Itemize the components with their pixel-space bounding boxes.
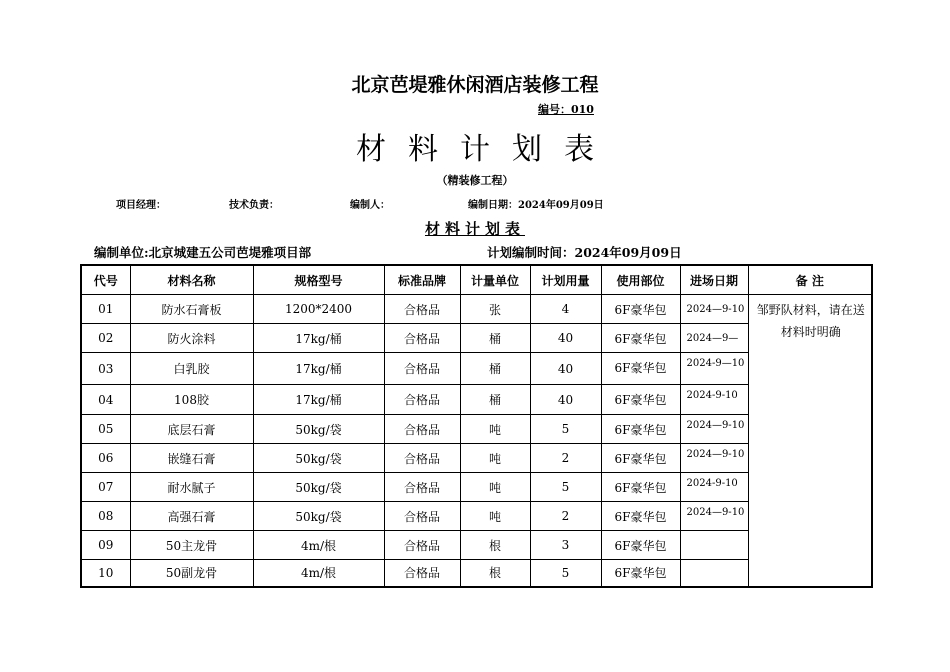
cell-brand: 合格品 xyxy=(384,473,460,502)
column-header: 备 注 xyxy=(748,265,872,295)
cell-code: 06 xyxy=(81,444,130,473)
cell-brand: 合格品 xyxy=(384,324,460,353)
cell-location: 6F豪华包 xyxy=(601,473,680,502)
cell-brand: 合格品 xyxy=(384,560,460,587)
cell-qty: 5 xyxy=(530,560,601,587)
project-manager-label: 项目经理： xyxy=(116,200,166,211)
column-header: 标准品牌 xyxy=(384,265,460,295)
cell-code: 03 xyxy=(81,353,130,385)
cell-brand: 合格品 xyxy=(384,531,460,560)
cell-date xyxy=(680,560,748,587)
column-header: 规格型号 xyxy=(253,265,384,295)
cell-unit: 根 xyxy=(460,560,530,587)
cell-date: 2024—9-10 xyxy=(680,415,748,444)
cell-date: 2024—9-10 xyxy=(680,502,748,531)
cell-spec: 17kg/桶 xyxy=(253,385,384,415)
cell-name: 50副龙骨 xyxy=(130,560,253,587)
table-header-row xyxy=(81,265,872,295)
cell-spec: 17kg/桶 xyxy=(253,353,384,385)
project-title: 北京芭堤雅休闲酒店装修工程 xyxy=(351,74,599,96)
cell-brand: 合格品 xyxy=(384,353,460,385)
cell-location: 6F豪华包 xyxy=(601,560,680,587)
cell-name: 耐水腻子 xyxy=(130,473,253,502)
author-label: 编制人： xyxy=(350,200,390,211)
cell-date: 2024-9-10 xyxy=(680,385,748,415)
cell-date: 2024-9-10 xyxy=(680,473,748,502)
cell-brand: 合格品 xyxy=(384,415,460,444)
cell-unit: 张 xyxy=(460,295,530,324)
cell-unit: 吨 xyxy=(460,502,530,531)
subtitle: （精装修工程） xyxy=(436,174,514,187)
materials-table xyxy=(80,264,873,588)
cell-qty: 2 xyxy=(530,502,601,531)
section-title: 材料计划表 xyxy=(424,220,525,238)
cell-code: 05 xyxy=(81,415,130,444)
cell-code: 10 xyxy=(81,560,130,587)
cell-brand: 合格品 xyxy=(384,502,460,531)
cell-location: 6F豪华包 xyxy=(601,324,680,353)
cell-spec: 50kg/袋 xyxy=(253,444,384,473)
cell-brand: 合格品 xyxy=(384,444,460,473)
plan-time: 计划编制时间：2024年09月09日 xyxy=(487,245,682,260)
cell-date: 2024—9— xyxy=(680,324,748,353)
cell-spec: 50kg/袋 xyxy=(253,502,384,531)
cell-unit: 吨 xyxy=(460,444,530,473)
cell-code: 04 xyxy=(81,385,130,415)
cell-code: 08 xyxy=(81,502,130,531)
cell-code: 01 xyxy=(81,295,130,324)
column-header: 代号 xyxy=(81,265,130,295)
cell-unit: 吨 xyxy=(460,473,530,502)
cell-name: 108胶 xyxy=(130,385,253,415)
technical-lead-label: 技术负责： xyxy=(229,200,279,211)
column-header: 使用部位 xyxy=(601,265,680,295)
cell-qty: 2 xyxy=(530,444,601,473)
cell-date: 2024—9-10 xyxy=(680,444,748,473)
cell-name: 高强石膏 xyxy=(130,502,253,531)
cell-qty: 5 xyxy=(530,415,601,444)
cell-name: 底层石膏 xyxy=(130,415,253,444)
cell-location: 6F豪华包 xyxy=(601,385,680,415)
cell-code: 09 xyxy=(81,531,130,560)
remarks-cell: 邹野队材料，请在送材料时明确 xyxy=(748,295,872,587)
column-header: 进场日期 xyxy=(680,265,748,295)
cell-code: 07 xyxy=(81,473,130,502)
cell-spec: 17kg/桶 xyxy=(253,324,384,353)
cell-code: 02 xyxy=(81,324,130,353)
cell-spec: 50kg/袋 xyxy=(253,415,384,444)
cell-qty: 40 xyxy=(530,353,601,385)
cell-spec: 50kg/袋 xyxy=(253,473,384,502)
organization-line: 编制单位:北京城建五公司芭堤雅项目部 xyxy=(94,245,312,260)
cell-qty: 4 xyxy=(530,295,601,324)
cell-spec: 4m/根 xyxy=(253,531,384,560)
cell-name: 防火涂料 xyxy=(130,324,253,353)
page-title: 材料计划表 xyxy=(356,132,616,167)
cell-spec: 1200*2400 xyxy=(253,295,384,324)
cell-date: 2024—9-10 xyxy=(680,295,748,324)
cell-name: 嵌缝石膏 xyxy=(130,444,253,473)
cell-location: 6F豪华包 xyxy=(601,502,680,531)
cell-date xyxy=(680,531,748,560)
cell-unit: 根 xyxy=(460,531,530,560)
cell-qty: 40 xyxy=(530,385,601,415)
cell-location: 6F豪华包 xyxy=(601,295,680,324)
compile-date: 编制日期：2024年09月09日 xyxy=(468,200,604,211)
cell-name: 50主龙骨 xyxy=(130,531,253,560)
cell-qty: 5 xyxy=(530,473,601,502)
cell-unit: 桶 xyxy=(460,353,530,385)
cell-unit: 桶 xyxy=(460,324,530,353)
cell-name: 白乳胶 xyxy=(130,353,253,385)
document-number: 编号：010 xyxy=(538,103,594,116)
cell-brand: 合格品 xyxy=(384,385,460,415)
cell-location: 6F豪华包 xyxy=(601,415,680,444)
cell-qty: 3 xyxy=(530,531,601,560)
cell-unit: 吨 xyxy=(460,415,530,444)
column-header: 计量单位 xyxy=(460,265,530,295)
cell-unit: 桶 xyxy=(460,385,530,415)
cell-brand: 合格品 xyxy=(384,295,460,324)
cell-qty: 40 xyxy=(530,324,601,353)
column-header: 计划用量 xyxy=(530,265,601,295)
cell-spec: 4m/根 xyxy=(253,560,384,587)
cell-date: 2024-9—10 xyxy=(680,353,748,385)
table-row xyxy=(81,295,872,324)
column-header: 材料名称 xyxy=(130,265,253,295)
cell-location: 6F豪华包 xyxy=(601,353,680,385)
cell-location: 6F豪华包 xyxy=(601,444,680,473)
cell-name: 防水石膏板 xyxy=(130,295,253,324)
cell-location: 6F豪华包 xyxy=(601,531,680,560)
